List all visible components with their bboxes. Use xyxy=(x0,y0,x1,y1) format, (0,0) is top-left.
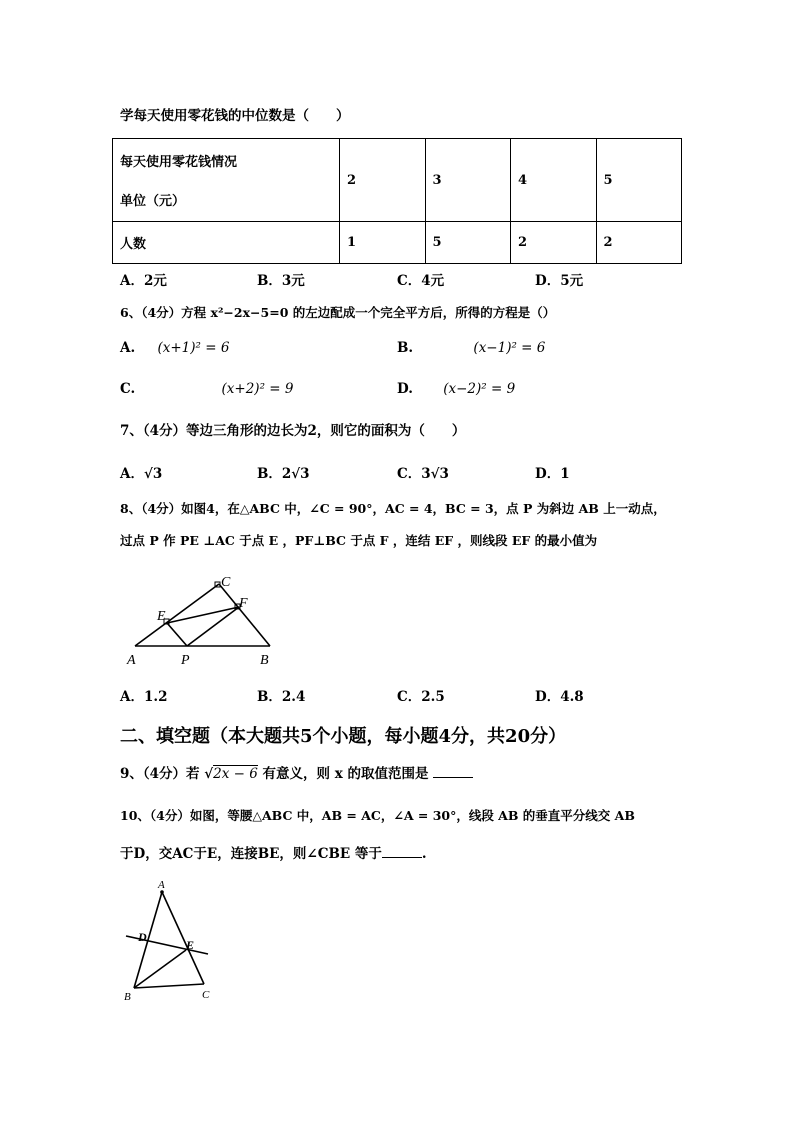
q6-option-c-expr: (x+2)² = 9 xyxy=(221,381,294,397)
q8-stem-line2: 过点 P 作 PE ⊥AC 于点 E ，PF⊥BC 于点 F ，连结 EF ，则线段 EF 的最小值为 xyxy=(120,533,598,548)
q8-option-b[interactable]: B．2.4 xyxy=(257,689,306,705)
q10-line2-text: 于D，交AC于E，连接BE，则∠CBE 等于 xyxy=(120,846,382,862)
q7-option-c[interactable]: C．3√3 xyxy=(397,466,449,482)
q8-option-d[interactable]: D．4.8 xyxy=(535,689,584,705)
table-cell: 2 xyxy=(511,222,597,264)
table-cell: 2 xyxy=(596,222,682,264)
q10-label-a: A xyxy=(158,879,165,891)
q8-label-a: A xyxy=(127,653,136,668)
q8-stem-line1: 8、（4分）如图4，在△ABC 中，∠C = 90°，AC = 4，BC = 3，点 P 为斜边 AB 上一动点， xyxy=(120,501,666,516)
q10-answer-blank[interactable] xyxy=(382,845,422,858)
table-header-line1: 每天使用零花钱情况 xyxy=(120,155,238,170)
q10-label-c: C xyxy=(202,989,210,1001)
q8-label-b: B xyxy=(260,653,269,668)
q8-label-f: F xyxy=(239,596,248,611)
q10-triangle-figure xyxy=(120,878,230,1008)
table-header-cell xyxy=(113,139,340,222)
q10-line2-end: . xyxy=(421,846,427,862)
q8-triangle-figure xyxy=(125,572,285,672)
q5-option-c[interactable]: C．4元 xyxy=(397,273,445,289)
q6-option-c[interactable] xyxy=(120,380,293,398)
q6-option-b-expr: (x−1)² = 6 xyxy=(473,340,546,356)
q10-label-d: D xyxy=(138,930,147,944)
q6-option-d-expr: (x−2)² = 9 xyxy=(443,381,516,397)
table-cell: 4 xyxy=(511,139,597,222)
q6-option-d-label: D. xyxy=(397,381,413,397)
q8-label-e: E xyxy=(157,609,166,624)
q6-option-a-expr: (x+1)² = 6 xyxy=(157,340,230,356)
q5-stem: 学每天使用零花钱的中位数是（ ） xyxy=(120,108,350,124)
q10-stem-line2 xyxy=(120,845,427,863)
q10-label-e: E xyxy=(186,938,195,952)
q7-option-d[interactable]: D．1 xyxy=(535,466,570,482)
q9-stem xyxy=(120,765,473,783)
q7-option-a[interactable]: A．√3 xyxy=(120,466,163,482)
q6-option-a-label: A. xyxy=(120,340,136,356)
q6-option-b-label: B. xyxy=(397,340,414,356)
table-cell: 5 xyxy=(425,222,511,264)
q5-option-b[interactable]: B．3元 xyxy=(257,273,305,289)
q6-option-b[interactable] xyxy=(397,339,545,357)
section-heading-fill-in: 二、填空题（本大题共5个小题，每小题4分，共20分） xyxy=(120,726,567,747)
allowance-table xyxy=(112,138,682,264)
table-row xyxy=(113,139,682,222)
table-row-label: 人数 xyxy=(113,222,340,264)
q9-radicand: 2x − 6 xyxy=(213,766,258,782)
q6-option-c-label: C. xyxy=(120,381,136,397)
table-cell: 2 xyxy=(340,139,426,222)
sqrt-sign: √ xyxy=(204,766,214,782)
table-header-line2: 单位（元） xyxy=(120,194,186,209)
q7-option-b[interactable]: B．2√3 xyxy=(257,466,310,482)
q9-suffix: 有意义，则 x 的取值范围是 xyxy=(262,766,429,782)
q6-option-a[interactable] xyxy=(120,339,229,357)
q8-option-a[interactable]: A．1.2 xyxy=(120,689,168,705)
q5-option-a[interactable]: A．2元 xyxy=(120,273,167,289)
q9-prefix: 9、（4分）若 xyxy=(120,766,200,782)
table-cell: 5 xyxy=(596,139,682,222)
q8-label-p: P xyxy=(181,653,190,668)
table-cell: 3 xyxy=(425,139,511,222)
q6-stem: 6、（4分）方程 x²−2x−5=0 的左边配成一个完全平方后，所得的方程是（） xyxy=(120,305,556,320)
table-row xyxy=(113,222,682,264)
q8-label-c: C xyxy=(221,575,231,590)
q10-stem-line1: 10、（4分）如图，等腰△ABC 中，AB = AC，∠A = 30°，线段 AB 的垂直平分线交 AB xyxy=(120,808,635,823)
q9-answer-blank[interactable] xyxy=(433,765,473,778)
q6-option-d[interactable] xyxy=(397,380,515,398)
q8-option-c[interactable]: C．2.5 xyxy=(397,689,445,705)
q10-label-b: B xyxy=(124,991,131,1003)
q5-option-d[interactable]: D．5元 xyxy=(535,273,584,289)
q7-stem: 7、（4分）等边三角形的边长为2，则它的面积为（ ） xyxy=(120,423,466,439)
table-cell: 1 xyxy=(340,222,426,264)
